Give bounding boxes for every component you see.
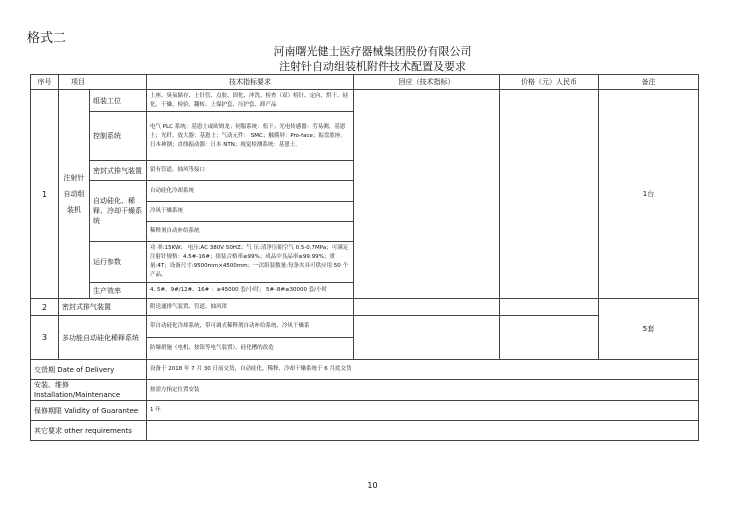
installation-label: 安装、维修Installation/Maintenance xyxy=(31,380,147,401)
row2-item: 密封式排气装置 xyxy=(59,299,147,316)
sub-tech: 留有管道，抽风等接口 xyxy=(147,161,354,181)
delivery-value: 设备于 2018 年 7 月 30 日前交货，自动硅化、稀释、冷却干燥系统于 6 月底交货 xyxy=(147,360,699,380)
other-value xyxy=(147,421,699,441)
sub-name: 运行参数 xyxy=(90,242,147,283)
sub-tech: 冷风干燥系统 xyxy=(147,202,354,222)
row3-item: 多功能自动硅化稀释系统 xyxy=(59,316,147,360)
spec-table xyxy=(30,74,699,441)
table-row xyxy=(31,316,699,338)
sub-tech: 功 率:15KW； 电压:AC 380V 50HZ；气 压:清净压缩空气 0.5-0.7MPa；可满足注射针规格：4.5#-16#；组装合格率≥99%；成品中良品率≥99.99%；重 量:4T；设备尺寸:9500mm×4500mm；一次组装数量:每条夹具可供应用 50 个产品。 xyxy=(147,242,354,283)
header-tech: 技术指标要求 xyxy=(147,75,354,90)
page-number: 10 xyxy=(367,481,378,490)
sub-tech: 4. 5#、9#/12#、16# ：≥45000 套/小时； 5#–8#≥30000 套/小时 xyxy=(147,283,354,299)
header-item: 项目 xyxy=(59,75,147,90)
installation-value: 按需方指定位置安装 xyxy=(147,380,699,401)
company-title: 河南曙光健士医疗器械集团股份有限公司 xyxy=(273,45,472,58)
format-label: 格式二 xyxy=(27,31,67,46)
row2-price xyxy=(500,299,599,316)
row3-seq: 3 xyxy=(31,316,59,360)
row3-tech-line2: 防爆措施（电机、按钮等电气装置）、硅化槽的改造 xyxy=(147,338,354,360)
row3-response xyxy=(354,316,500,360)
row1-item-line2: 自动组 xyxy=(63,190,85,198)
table-row xyxy=(31,299,699,316)
row2-response xyxy=(354,299,500,316)
row1-price xyxy=(500,90,599,299)
table-row xyxy=(31,401,699,421)
warranty-label: 保修期限 Validity of Guarantee xyxy=(31,401,147,421)
sub-name: 自动硅化、稀释、冷却干燥系统 xyxy=(90,181,147,242)
delivery-label: 交货期 Date of Delivery xyxy=(31,360,147,380)
table-header-row xyxy=(31,75,699,90)
sub-name: 控制系统 xyxy=(90,112,147,161)
row3-price xyxy=(500,316,599,360)
sub-name: 组装工位 xyxy=(90,90,147,112)
row1-seq: 1 xyxy=(31,90,59,299)
header-seq: 序号 xyxy=(31,75,59,90)
sub-tech: 稀释剂自动补给系统 xyxy=(147,222,354,242)
warranty-value: 1 年 xyxy=(147,401,699,421)
row1-item-line1: 注射针 xyxy=(63,174,85,182)
table-row xyxy=(31,360,699,380)
table-row xyxy=(31,90,699,112)
sub-name: 密封式排气装置 xyxy=(90,161,147,181)
document-title: 注射针自动组装机附件技术配置及要求 xyxy=(279,60,466,73)
row2-seq: 2 xyxy=(31,299,59,316)
row1-item-line3: 装机 xyxy=(67,206,81,214)
header-response: 回应（技术指标） xyxy=(354,75,500,90)
sub-tech: 上座、臭氧储存、上针管、点胶、固化、冲洗、检查（双）检针、定向、烘干、硅化、干燥、检验、翻转、上保护套、压护套、卸产品 xyxy=(147,90,354,112)
row1-item xyxy=(59,90,90,299)
header-price: 价格（元）人民币 xyxy=(500,75,599,90)
sub-tech: 电气 PLC 系统：基恩士或欧姆龙；伺服系统：松下；光电传感器：劳易测，基恩士；光纤、放大器：基恩士；气动元件： SMC；触摸屏：Pro-face；振盘底座：日本神钢；直线振动器：日本 NTN；视觉检测系统：基恩士。 xyxy=(147,112,354,161)
row2-tech: 附送通排气装置、管道、抽风罩 xyxy=(147,299,354,316)
row1-remark: 1台 xyxy=(599,90,699,299)
header-remark: 备注 xyxy=(599,75,699,90)
table-row xyxy=(31,421,699,441)
row3-tech-line1: 带自动硅化冷却系统，带可调式稀释剂自动补给系统、冷风干燥系 xyxy=(147,316,354,338)
other-label: 其它要求 other requirements xyxy=(31,421,147,441)
sub-tech: 自动硅化冷却系统 xyxy=(147,181,354,202)
sub-name: 生产效率 xyxy=(90,283,147,299)
row1-response xyxy=(354,90,500,299)
row3-remark: 5套 xyxy=(599,299,699,360)
table-row xyxy=(31,380,699,401)
